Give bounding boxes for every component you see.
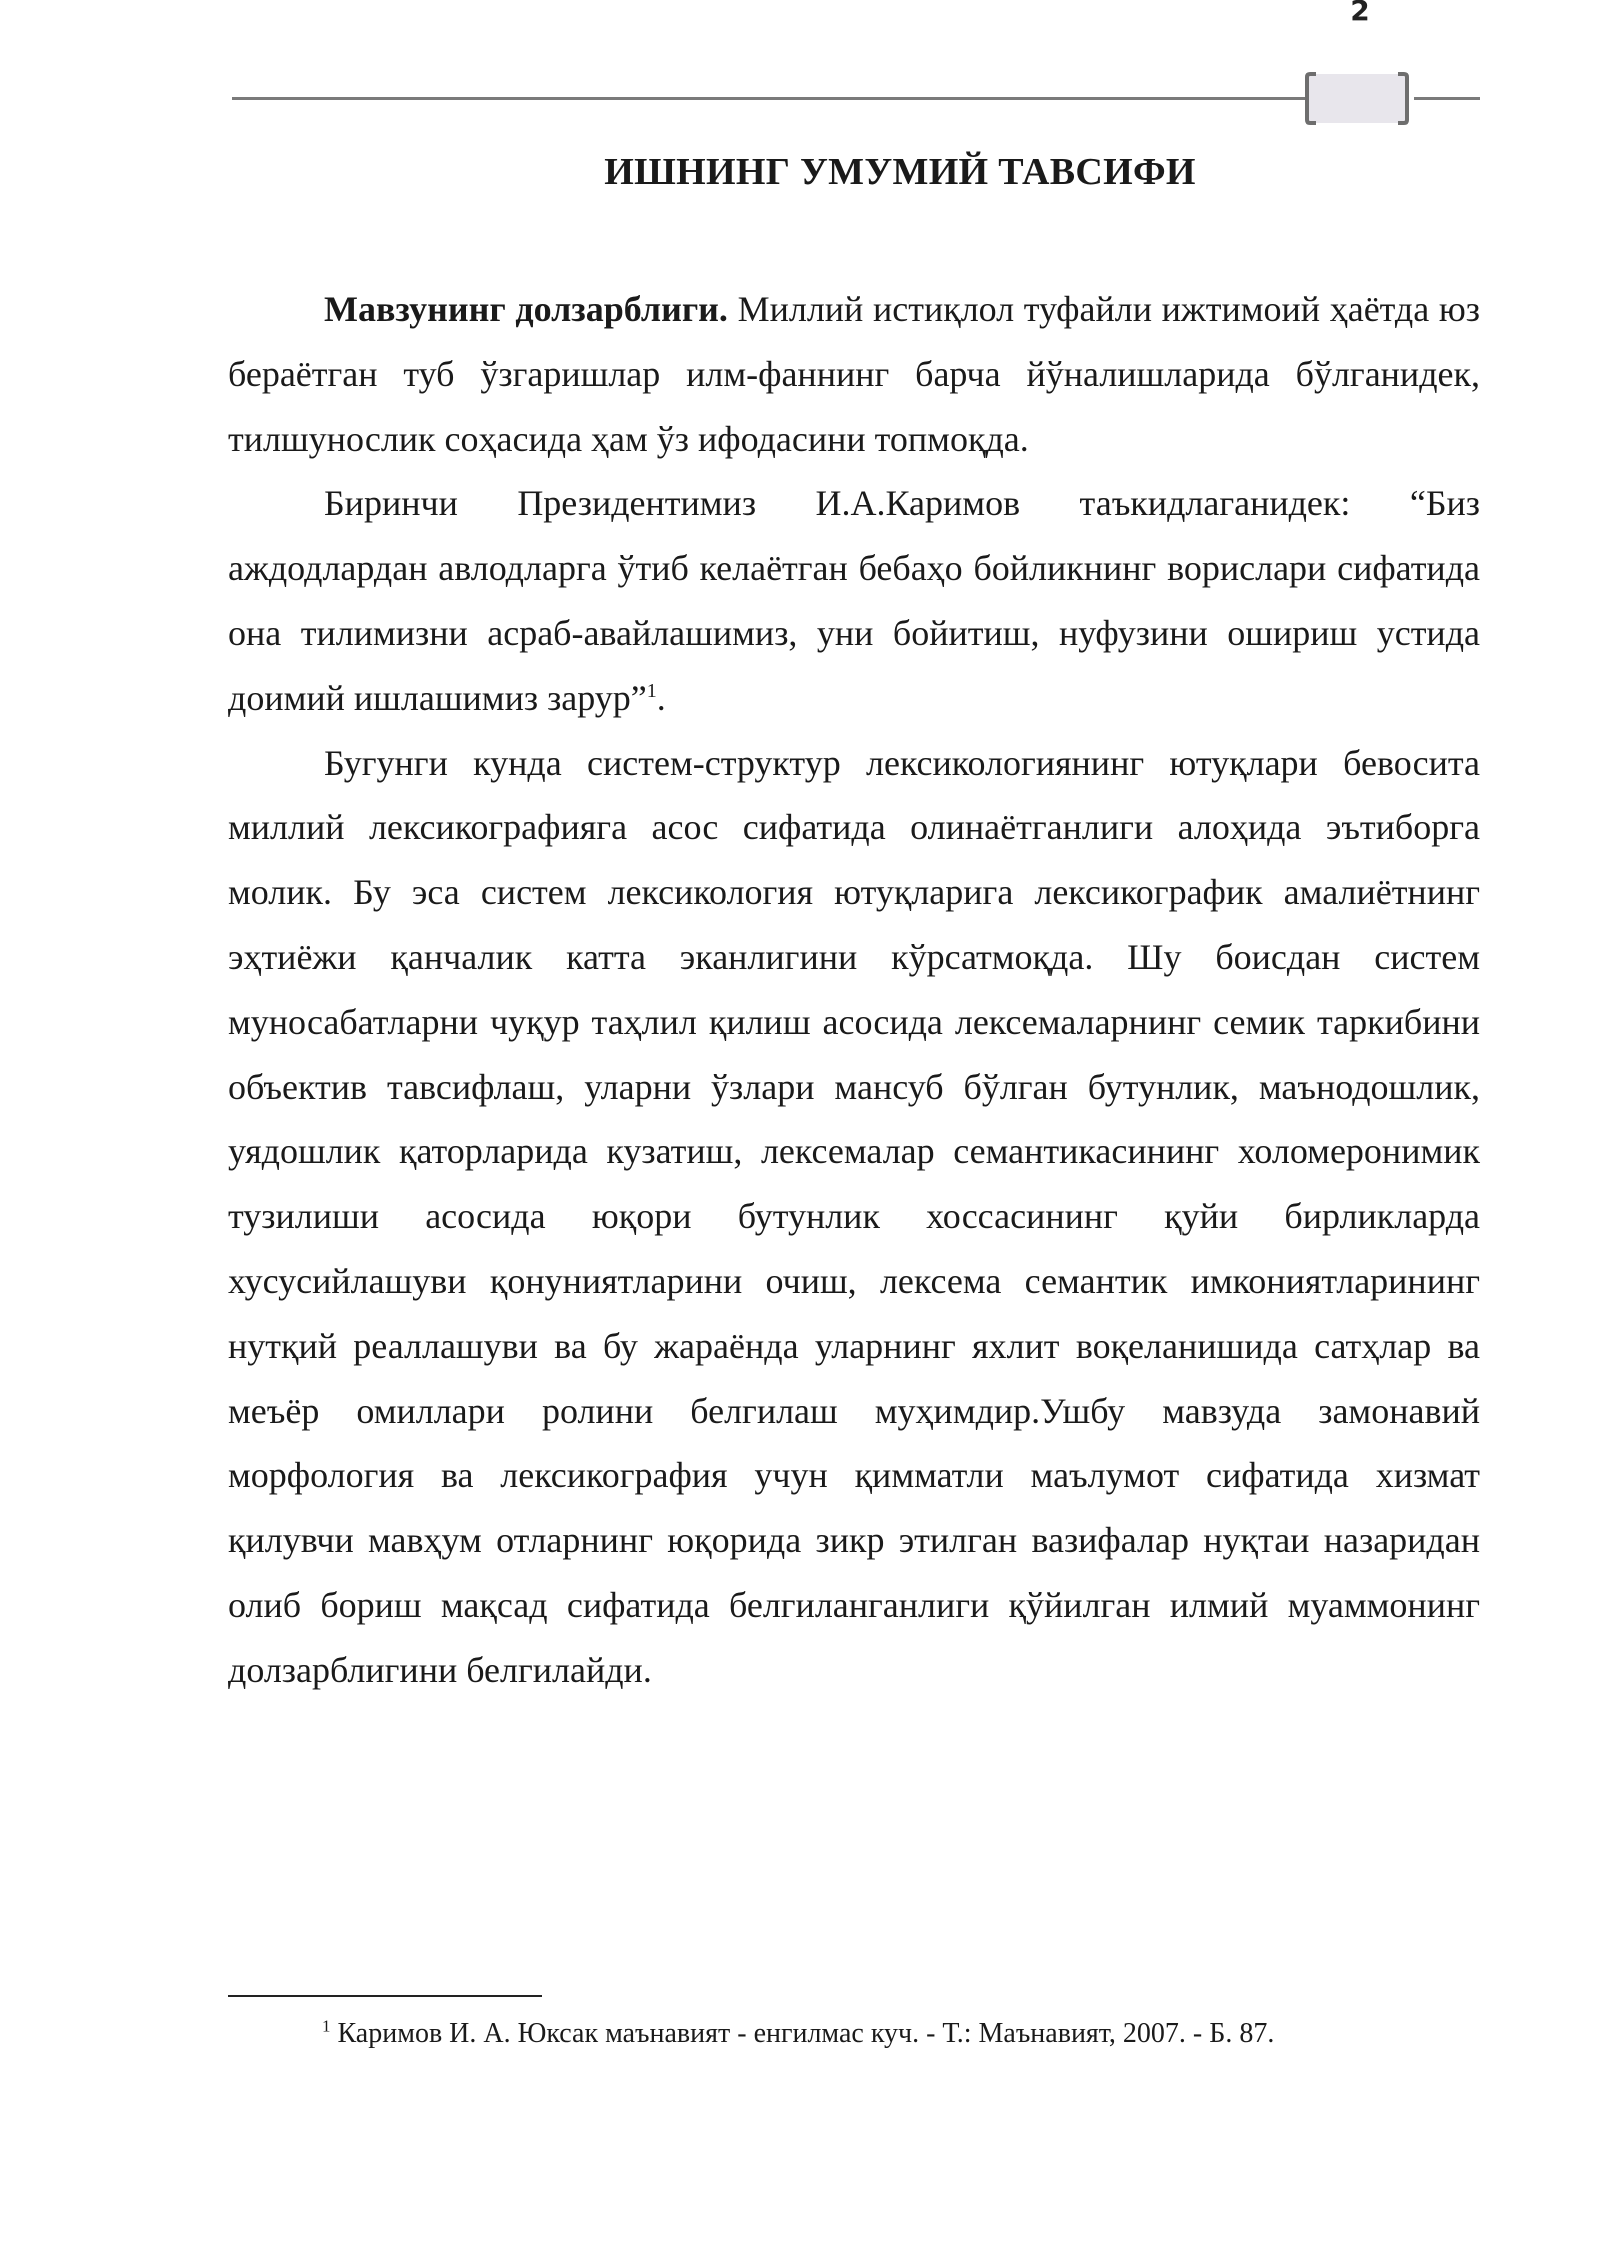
footnote-reference: 1 (646, 679, 657, 702)
page-number: 2 (1350, 0, 1370, 27)
footnote-text: Каримов И. А. Юксак маънавият - енгилмас куч. - Т.: Маънавият, 2007. - Б. 87. (330, 2018, 1275, 2049)
paragraph-main (228, 731, 1480, 1703)
footnote (322, 2018, 1274, 2050)
paragraph-text: Бугунги кунда систем-структур лексикологиянинг ютуқлари бевосита миллий лексикографияга асос сифатида олинаётганлиги алоҳида эътиборга молик. Бу эса систем лексикология ютуқларига лексикографик амалиётнинг эҳтиёжи қанчалик катта эканлигини кўрсатмоқда. Шу боисдан систем муносабатларни чуқур таҳлил қилиш асосида лексемаларнинг семик таркибини объектив тавсифлаш, уларни ўзлари мансуб бўлган бутунлик, маънодошлик, уядошлик қаторларида кузатиш, лексемалар семантикасининг холомеронимик тузилиши асосида юқори бутунлик хоссасининг қуйи бирликларда хусусийлашуви қонуниятларини очиш, лексема семантик имкониятларининг нутқий реаллашуви ва бу жараёнда уларнинг яхлит воқеланишида сатҳлар ва меъёр омиллари ролини белгилаш муҳимдир.Ушбу мавзуда замонавий морфология ва лексикография учун қимматли маълумот сифатида хизмат қилувчи мавҳум отларнинг юқорида зикр этилган вазифалар нуқтаи назаридан олиб бориш мақсад сифатида белгиланганлиги қўйилган илмий муаммонинг долзарблигини белгилайди. (228, 742, 1480, 1690)
footnote-number: 1 (322, 2016, 331, 2036)
body-text (228, 277, 1480, 1703)
paragraph-quote (228, 471, 1480, 730)
header-tab-decoration (1304, 71, 1410, 126)
paragraph-relevance (228, 277, 1480, 471)
paragraph-lead: Мавзунинг долзарблиги. (324, 289, 728, 329)
header-rule-right (1414, 97, 1480, 100)
header-rule (232, 97, 1306, 100)
footnote-separator (228, 1995, 542, 1997)
paragraph-text: Миллий истиқлол туфайли ижтимоий ҳаётда юз бераётган туб ўзгаришлар илм-фаннинг барча йўналишларида бўлганидек, тилшунослик соҳасида ҳам ўз ифодасини топмоқда. (228, 289, 1480, 459)
document-title: ИШНИНГ УМУМИЙ ТАВСИФИ (604, 151, 1196, 193)
paragraph-end: . (656, 677, 666, 718)
paragraph-text: Биринчи Президентимиз И.А.Каримов таъкидлаганидек: “Биз аждодлардан авлодларга ўтиб келаётган бебаҳо бойликнинг ворислари сифатида она тилимизни асраб-авайлашимиз, уни бойитиш, нуфузини ошириш устида доимий ишлашимиз зарур” (228, 483, 1480, 718)
